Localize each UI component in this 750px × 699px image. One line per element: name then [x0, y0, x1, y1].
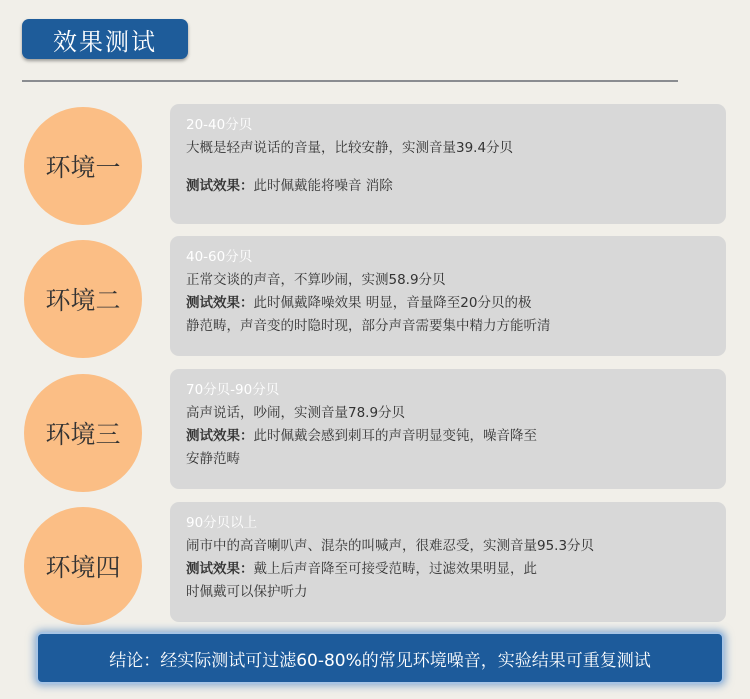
environment-3-range: 70分贝-90分贝: [186, 382, 280, 398]
effect-text: 戴上后声音降至可接受范畴，过滤效果明显，此: [253, 561, 537, 577]
environment-4-effect: [186, 558, 710, 581]
environment-2-circle: [24, 240, 142, 358]
environment-1-effect: [186, 175, 710, 198]
environment-4-description: 闹市中的高音喇叭声、混杂的叫喊声，很难忍受，实测音量95.3分贝: [186, 538, 595, 554]
environment-2-effect: [186, 292, 710, 315]
effect-text: 此时佩戴降噪效果 明显，音量降至20分贝的极: [253, 295, 532, 311]
environment-1-card: [170, 104, 726, 224]
effect-label: 测试效果：: [186, 295, 254, 311]
environment-1-circle: [24, 107, 142, 225]
environment-4-range: 90分贝以上: [186, 515, 258, 531]
environment-1-range: 20-40分贝: [186, 117, 253, 133]
section-title: 效果测试: [53, 27, 157, 56]
environment-2-description: 正常交谈的声音，不算吵闹，实测58.9分贝: [186, 272, 446, 288]
environment-4-circle: [24, 507, 142, 625]
environment-3-label: 环境三: [45, 420, 121, 449]
environment-2-range: 40-60分贝: [186, 249, 253, 265]
environment-3-circle: [24, 374, 142, 492]
effect-text: 此时佩戴会感到刺耳的声音明显变钝，噪音降至: [253, 428, 537, 444]
environment-3-description: 高声说话，吵闹，实测音量78.9分贝: [186, 405, 406, 421]
effect-label: 测试效果：: [186, 561, 254, 577]
environment-2-card: [170, 236, 726, 356]
conclusion-banner: [38, 634, 722, 682]
conclusion-text: 结论：经实际测试可过滤60-80%的常见环境噪音，实验结果可重复测试: [109, 650, 651, 671]
environment-3-effect-continued: 安静范畴: [186, 451, 240, 467]
environment-4-effect-continued: 时佩戴可以保护听力: [186, 584, 308, 600]
environment-2-label: 环境二: [45, 286, 121, 315]
environment-4-card: [170, 502, 726, 622]
header-divider: [22, 80, 678, 82]
effect-text: 此时佩戴能将噪音 消除: [253, 178, 393, 194]
environment-1-label: 环境一: [45, 153, 121, 182]
environment-3-card: [170, 369, 726, 489]
environment-3-effect: [186, 425, 710, 448]
effect-label: 测试效果：: [186, 178, 254, 194]
environment-1-description: 大概是轻声说话的音量，比较安静，实测音量39.4分贝: [186, 140, 514, 156]
environment-2-effect-continued: 静范畴，声音变的时隐时现，部分声音需要集中精力方能听清: [186, 318, 551, 334]
effect-label: 测试效果：: [186, 428, 254, 444]
section-title-badge: [22, 19, 188, 59]
environment-4-label: 环境四: [45, 553, 121, 582]
